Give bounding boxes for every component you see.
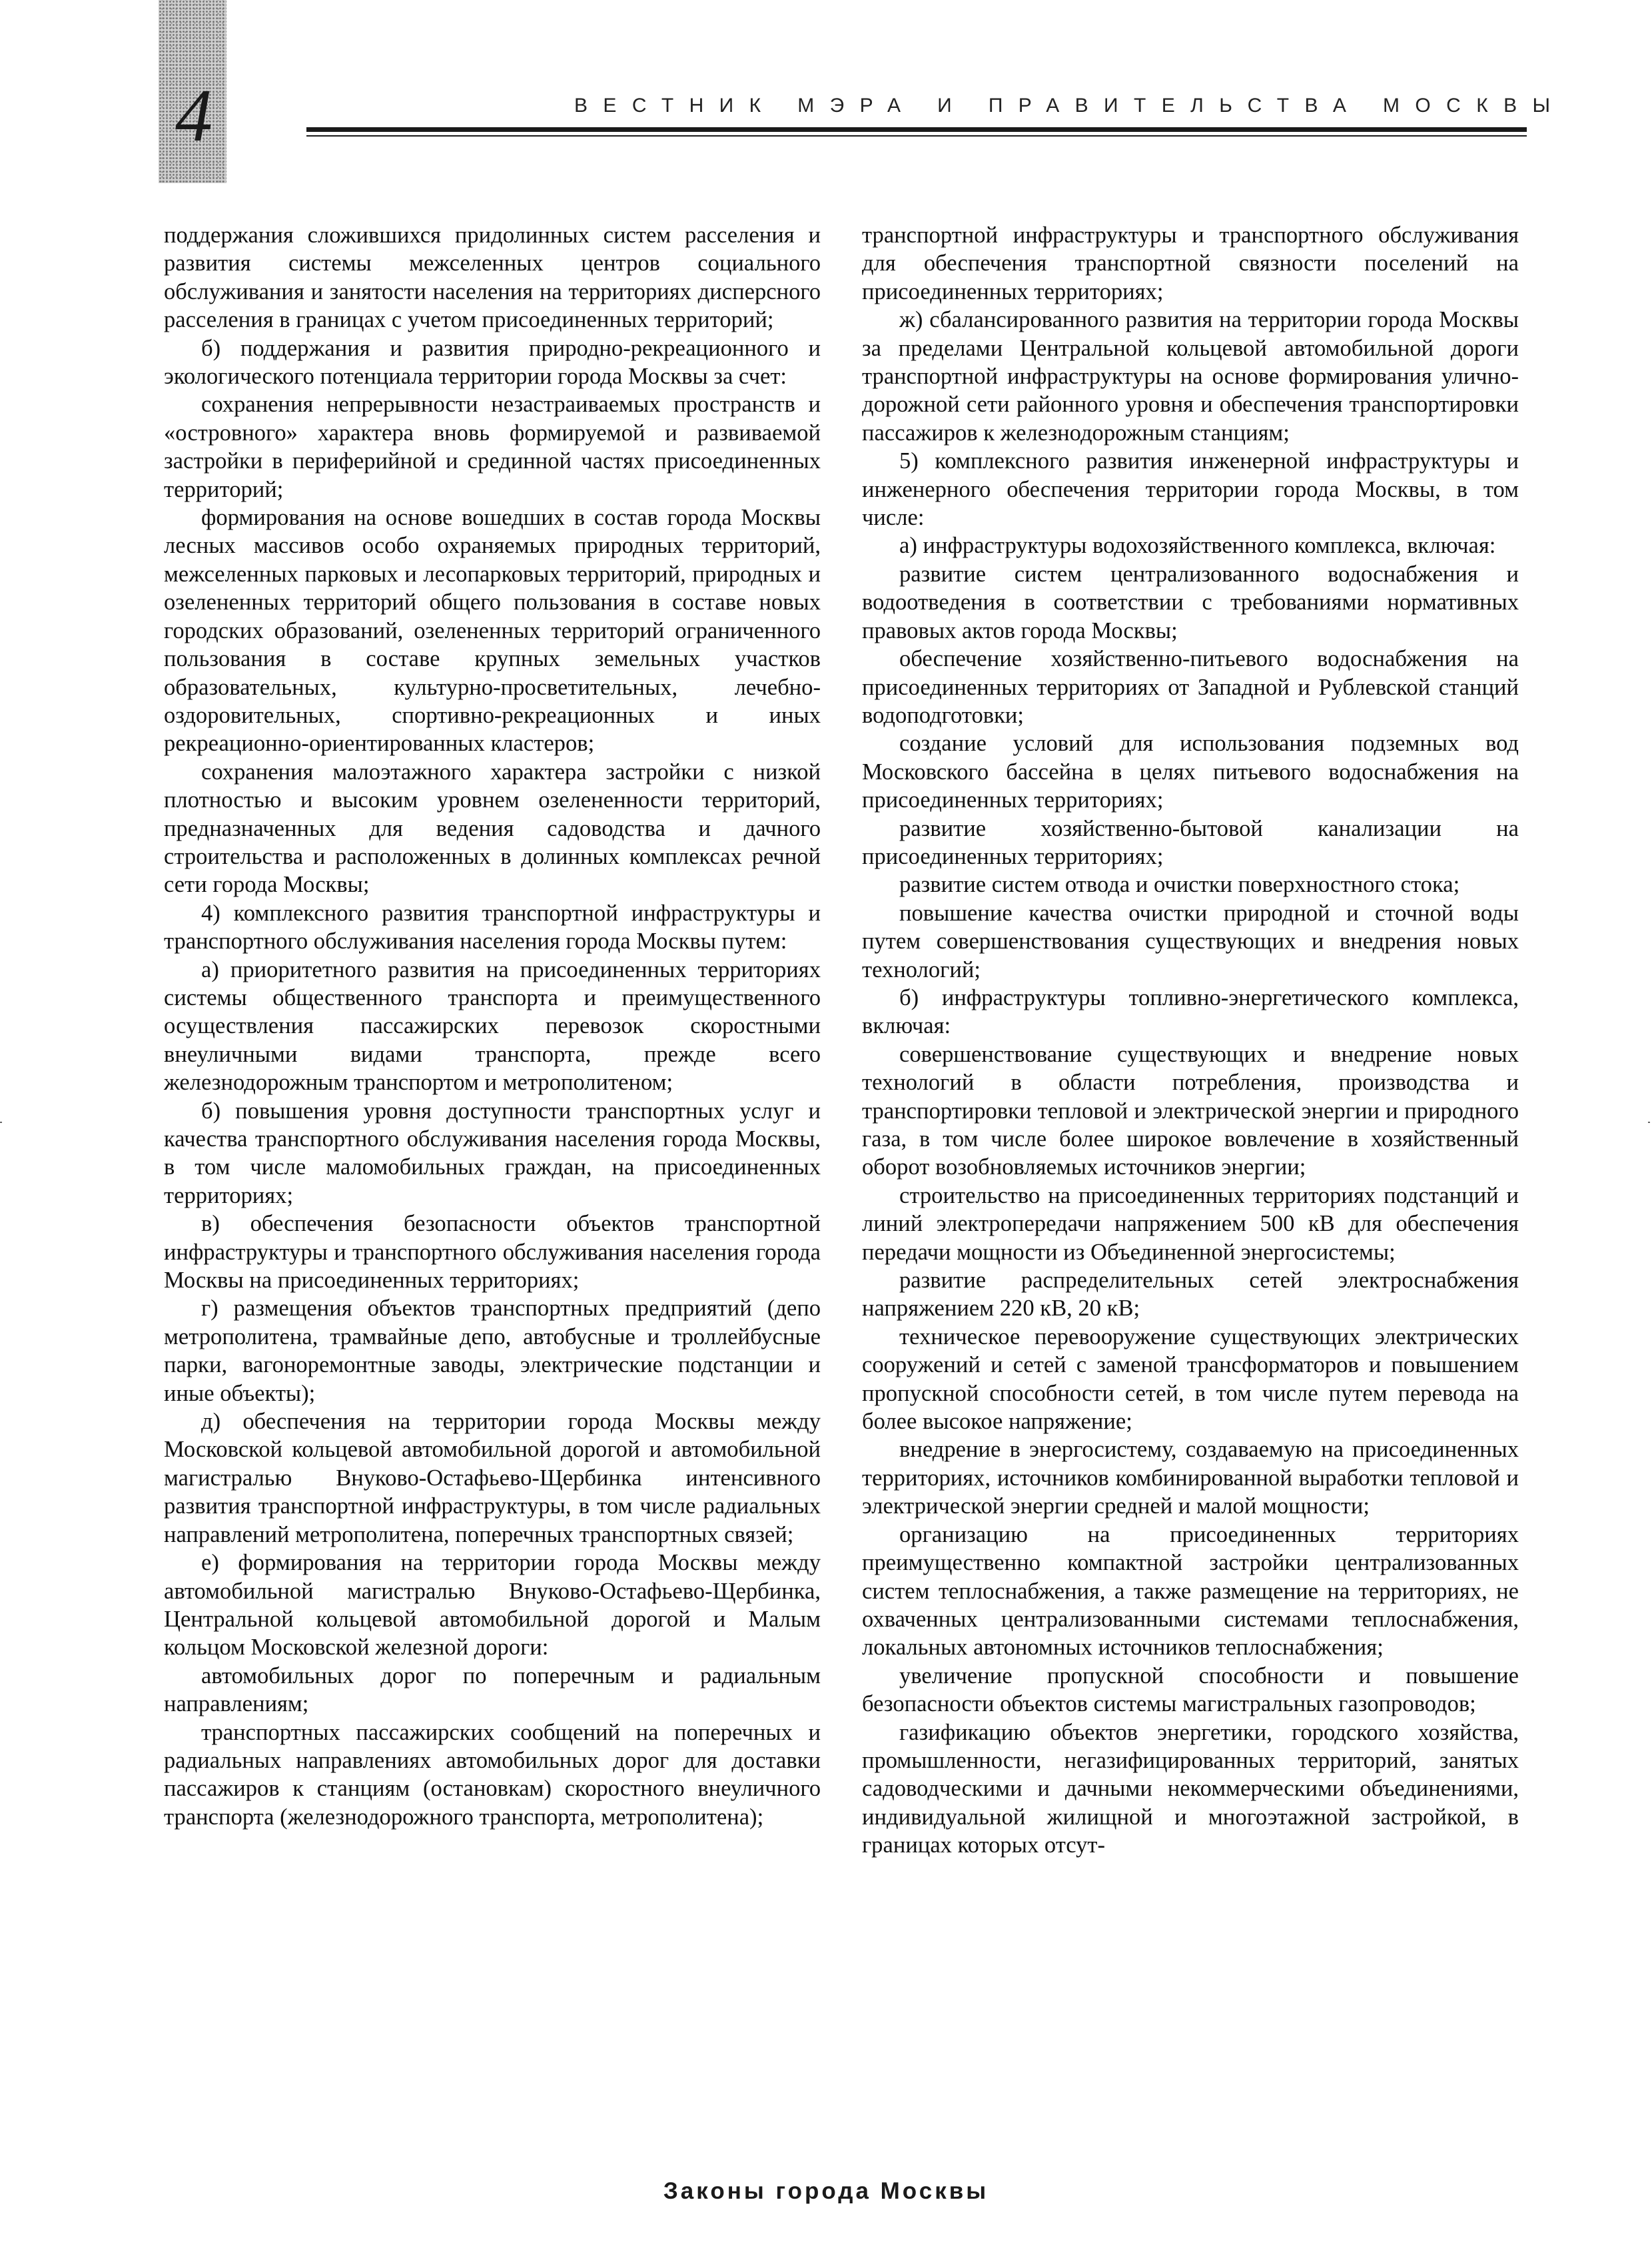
paragraph: повышение качества очистки природной и сточной воды путем совершенствования существующих и внедрения новых технологий; [862,900,1519,982]
paragraph: г) размещения объектов транспортных предприятий (депо метрополитена, трамвайные депо, автобусные и троллейбусные парки, вагоноремонтные заводы, электрические подстанции и иные объекты); [164,1296,821,1406]
paragraph: а) приоритетного развития на присоединенных территориях системы общественного транспорта и преимущественного осуществления пассажирских перевозок скоростными внеуличными видами транспорта, прежде всего железнодорожным транспортом и метрополитеном; [164,956,821,1096]
header-rule-thin [306,135,1527,137]
paragraph: развитие распределительных сетей электроснабжения напряжением 220 кВ, 20 кВ; [862,1268,1519,1321]
paragraph: увеличение пропускной способности и повышение безопасности объектов системы магистральных газопроводов; [862,1663,1519,1717]
paragraph: создание условий для использования подземных вод Московского бассейна в целях питьевого водоснабжения на присоединенных территориях; [862,731,1519,813]
paragraph: сохранения непрерывности незастраиваемых пространств и «островного» характера вновь формируемой и развиваемой застройки в периферийной и срединной частях присоединенных территорий; [164,392,821,502]
paragraph: совершенствование существующих и внедрение новых технологий в области потребления, производства и транспортировки тепловой и электрической энергии и природного газа, в том числе более широкое вовлечение в хозяйственный оборот возобновляемых источников энергии; [862,1041,1519,1180]
paragraph: сохранения малоэтажного характера застройки с низкой плотностью и высоким уровнем озелененности территорий, предназначенных для ведения садоводства и дачного строительства и расположенных в долинных комплексах речной сети города Москвы; [164,759,821,898]
paragraph: в) обеспечения безопасности объектов транспортной инфраструктуры и транспортного обслуживания населения города Москвы на присоединенных территориях; [164,1211,821,1294]
paragraph: развитие хозяйственно-бытовой канализации на присоединенных территориях; [862,815,1519,869]
paragraph: газификацию объектов энергетики, городского хозяйства, промышленности, негазифицированных территорий, занятых садоводческими и дачными некоммерческими объединениями, индивидуальной жилищной и многоэтажной застройкой, в границах которых отсут- [862,1719,1519,1858]
paragraph: 5) комплексного развития инженерной инфраструктуры и инженерного обеспечения территории города Москвы, в том числе: [862,448,1519,531]
paragraph: б) инфраструктуры топливно-энергетического комплекса, включая: [862,984,1519,1039]
paragraph: организацию на присоединенных территориях преимущественно компактной застройки централизованных систем теплоснабжения, а также размещение на территориях, не охваченных централизованными системами теплоснабжения, локальных автономных источников теплоснабжения; [862,1521,1519,1661]
paragraph: развитие систем отвода и очистки поверхностного стока; [899,872,1460,898]
page-number: 4 [175,75,212,157]
paragraph: техническое перевооружение существующих электрических сооружений и сетей с заменой трансформаторов и повышением пропускной способности сетей, в том числе путем перевода на более высокое напряжение; [862,1323,1519,1435]
paragraph: формирования на основе вошедших в состав города Москвы лесных массивов особо охраняемых природных территорий, межселенных парковых и лесопарковых территорий, природных и озелененных территорий общего пользования в составе новых городских образований, озелененных территорий ограниченного пользования в составе крупных земельных участков образовательных, культурно-просветительных, лечебно-оздоровительных, спортивно-рекреационных и иных рекреационно-ориентированных кластеров; [164,505,821,757]
left-column [164,221,821,1831]
paragraph: транспортных пассажирских сообщений на поперечных и радиальных направлениях автомобильных дорог для доставки пассажиров к станциям (остановкам) скоростного внеуличного транспорта (железнодорожного транспорта, метрополитена); [164,1719,821,1830]
paragraph: внедрение в энергосистему, создаваемую на присоединенных территориях, источников комбинированной выработки тепловой и электрической энергии средней и малой мощности; [862,1437,1519,1519]
right-column [862,221,1519,1860]
paragraph: поддержания сложившихся придолинных систем расселения и развития системы межселенных центров социального обслуживания и занятости населения на территориях дисперсного расселения в границах с учетом присоединенных территорий; [164,222,821,333]
page-number-block [159,0,226,183]
paragraph: ж) сбалансированного развития на территории города Москвы за пределами Центральной кольцевой автомобильной дороги транспортной инфраструктуры на основе формирования улично-дорожной сети районного уровня и обеспечения транспортировки пассажиров к железнодорожным станциям; [862,307,1519,446]
crop-mark-left [0,1122,2,1123]
paragraph: обеспечение хозяйственно-питьевого водоснабжения на присоединенных территориях от Западной и Рублевской станций водоподготовки; [862,646,1519,728]
paragraph: б) повышения уровня доступности транспортных услуг и качества транспортного обслуживания населения города Москвы, в том числе маломобильных граждан, на присоединенных территориях; [164,1098,821,1208]
paragraph: автомобильных дорог по поперечным и радиальным направлениям; [164,1663,821,1717]
header-rule-thick [306,127,1527,132]
paragraph: строительство на присоединенных территориях подстанций и линий электропередачи напряжением 500 кВ для обеспечения передачи мощности из Объединенной энергосистемы; [862,1182,1519,1265]
footer-section-title: Законы города Москвы [663,2178,989,2204]
crop-mark-right [1648,1122,1650,1123]
paragraph: транспортной инфраструктуры и транспортного обслуживания для обеспечения транспортной связности поселений на присоединенных территориях; [862,222,1519,304]
paragraph: е) формирования на территории города Москвы между автомобильной магистралью Внуково-Остафьево-Щербинка, Центральной кольцевой автомобильной дорогой и Малым кольцом Московской железной дороги: [164,1550,821,1661]
paragraph: д) обеспечения на территории города Москвы между Московской кольцевой автомобильной дорогой и автомобильной магистралью Внуково-Остафьево-Щербинка интенсивного развития транспортной инфраструктуры, в том числе радиальных направлений метрополитена, поперечных транспортных связей; [164,1409,821,1547]
paragraph: 4) комплексного развития транспортной инфраструктуры и транспортного обслуживания населения города Москвы путем: [164,900,821,954]
paragraph: а) инфраструктуры водохозяйственного комплекса, включая: [899,533,1496,559]
journal-title: ВЕСТНИК МЭРА И ПРАВИТЕЛЬСТВА МОСКВЫ [574,95,1566,117]
paragraph: б) поддержания и развития природно-рекреационного и экологического потенциала территории города Москвы за счет: [164,335,821,390]
paragraph: развитие систем централизованного водоснабжения и водоотведения в соответствии с требованиями нормативных правовых актов города Москвы; [862,561,1519,643]
